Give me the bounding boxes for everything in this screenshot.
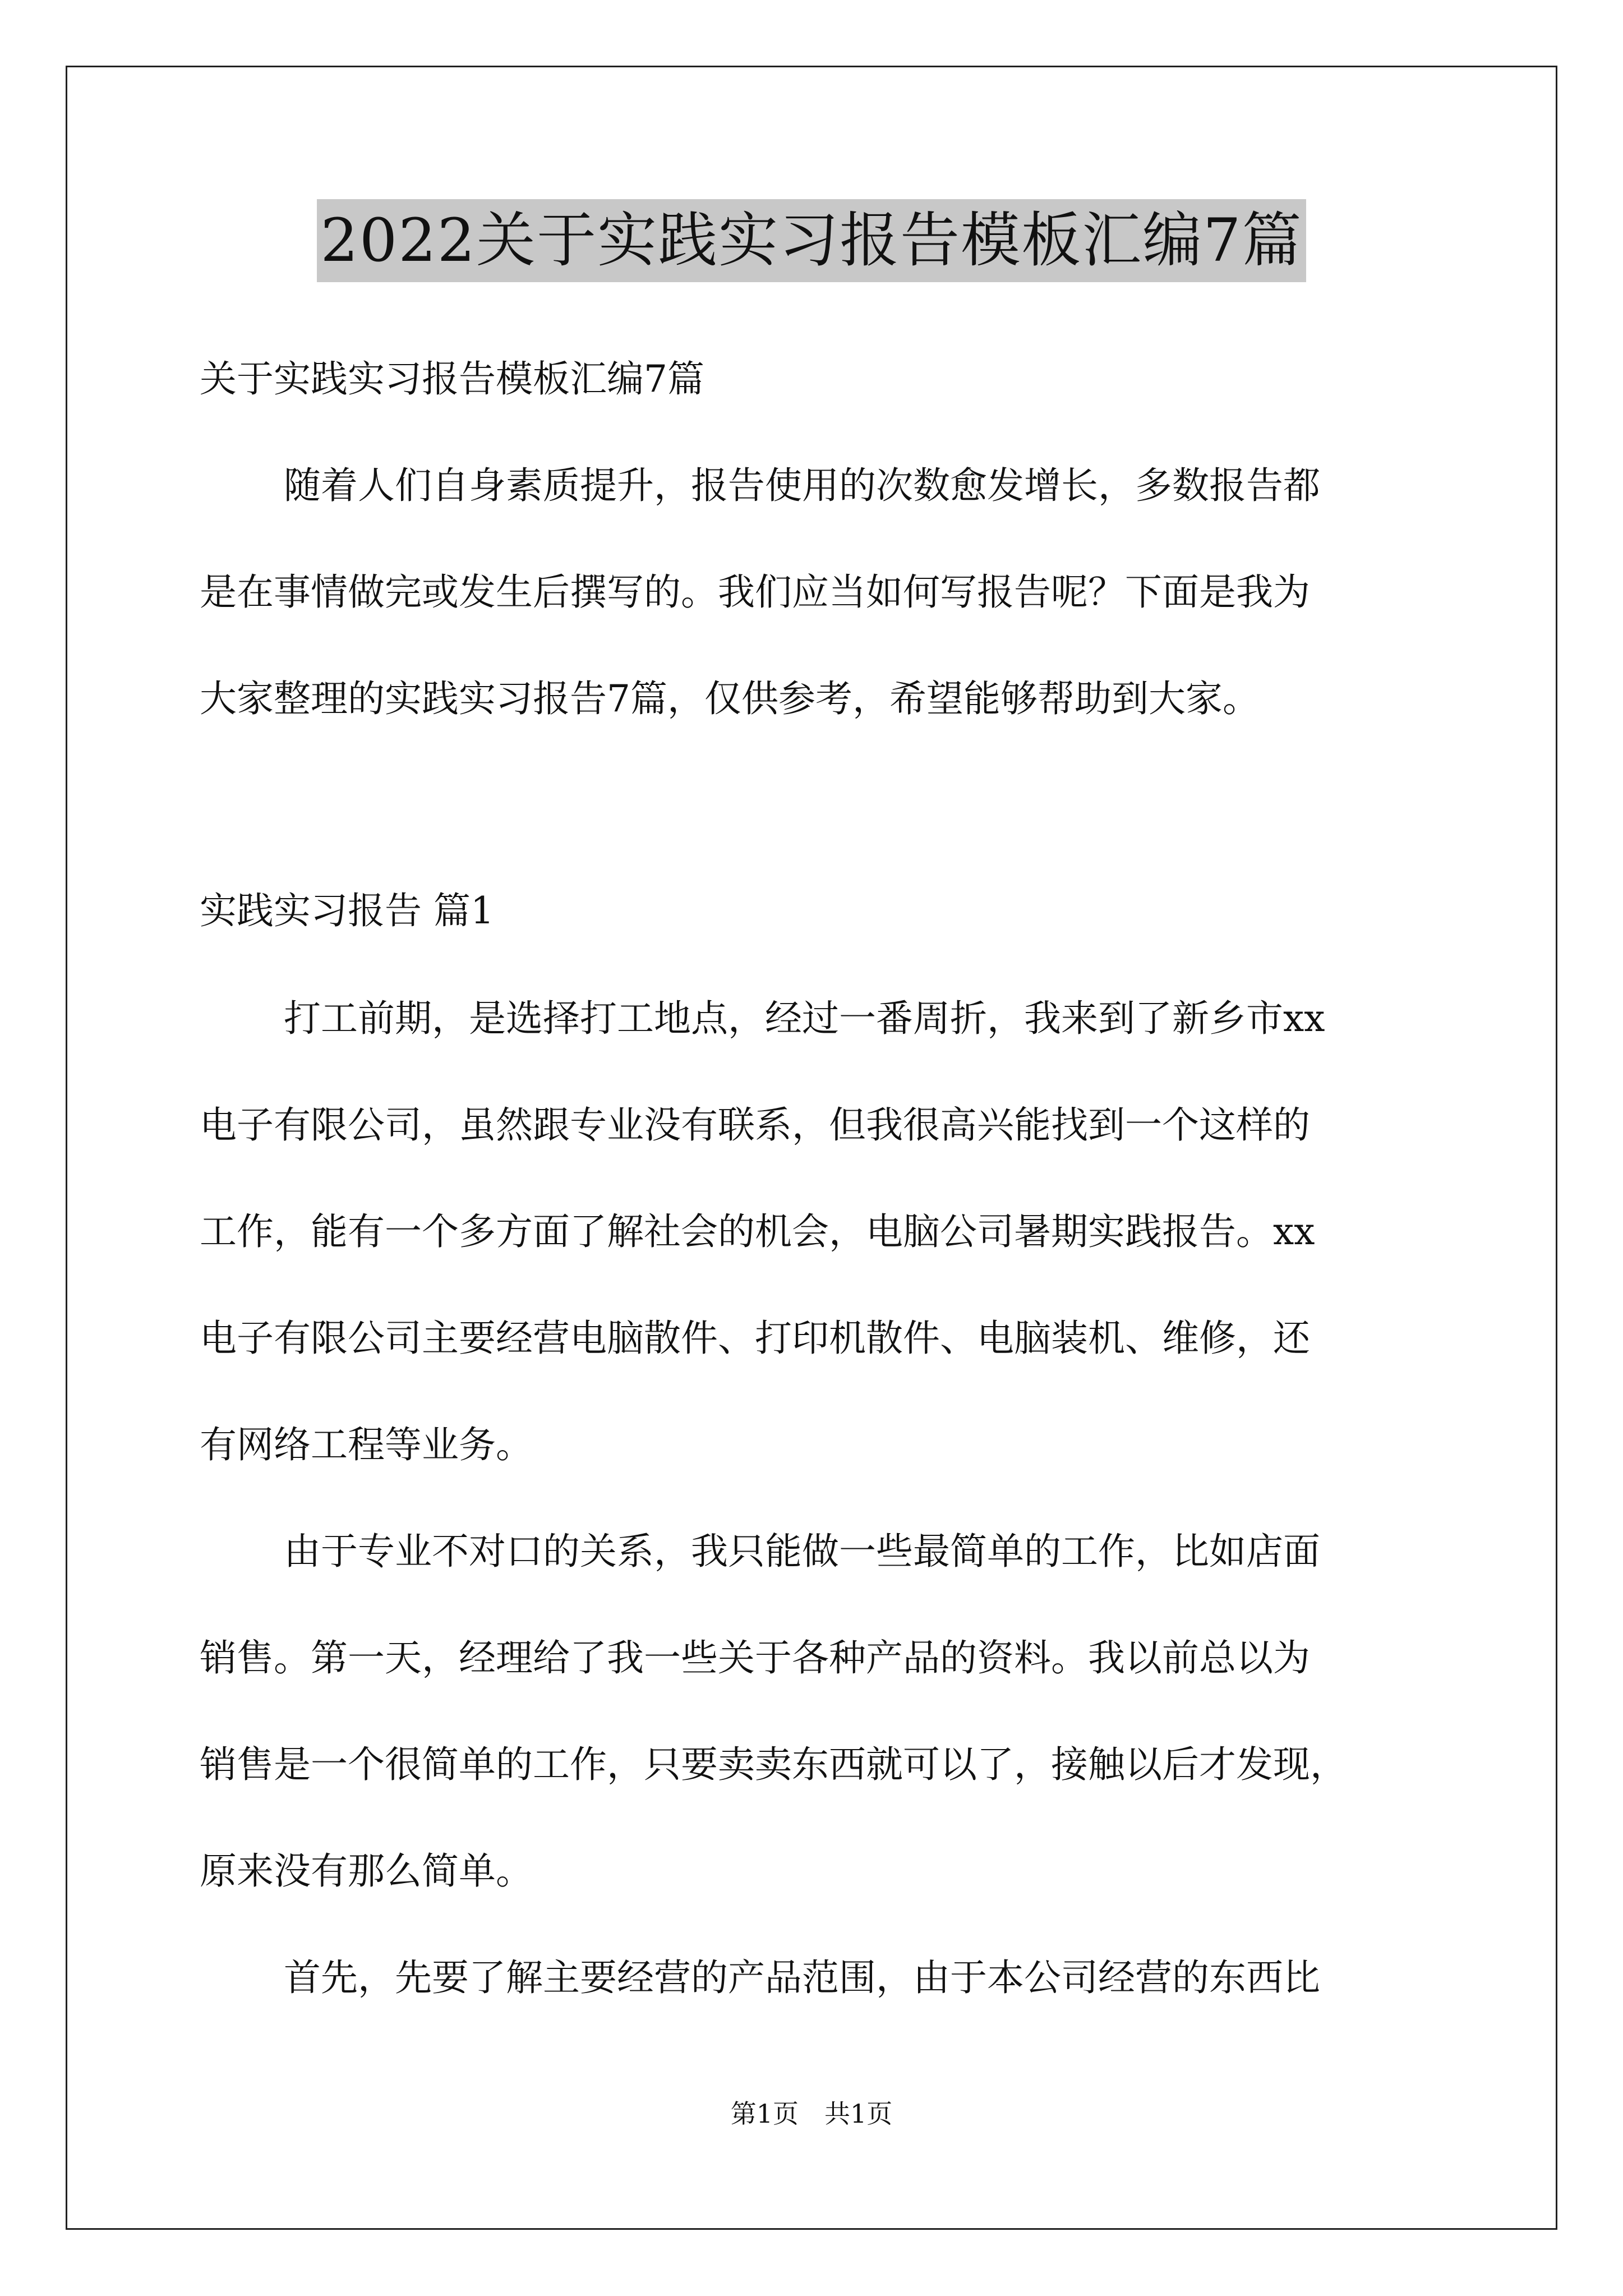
paragraph-line: 电子有限公司主要经营电脑散件、打印机散件、电脑装机、维修，还 [200,1317,1310,1360]
paragraph-line: 有网络工程等业务。 [200,1423,533,1466]
paragraph-line: 工作，能有一个多方面了解社会的机会，电脑公司暑期实践报告。xx [200,1210,1315,1253]
intro-line: 是在事情做完或发生后撰写的。我们应当如何写报告呢？下面是我为 [200,570,1310,614]
paragraph-line: 首先，先要了解主要经营的产品范围，由于本公司经营的东西比 [284,1956,1320,1999]
paragraph-line: 打工前期，是选择打工地点，经过一番周折，我来到了新乡市xx [284,997,1325,1040]
paragraph-line: 原来没有那么简单。 [200,1849,533,1893]
page-footer: 第1页 共1页 [730,2099,893,2129]
paragraph-line: 销售是一个很简单的工作，只要卖卖东西就可以了，接触以后才发现， [200,1743,1347,1786]
paragraph-line: 由于专业不对口的关系，我只能做一些最简单的工作，比如店面 [284,1530,1320,1573]
paragraph-line: 销售。第一天，经理给了我一些关于各种产品的资料。我以前总以为 [200,1636,1310,1680]
title-container [0,199,1623,282]
paragraph-line: 电子有限公司，虽然跟专业没有联系，但我很高兴能找到一个这样的 [200,1103,1310,1147]
intro-line: 大家整理的实践实习报告7篇，仅供参考，希望能够帮助到大家。 [200,677,1260,720]
document-subtitle: 关于实践实习报告模板汇编7篇 [200,357,704,401]
document-title: 2022关于实践实习报告模板汇编7篇 [317,199,1306,282]
intro-line: 随着人们自身素质提升，报告使用的次数愈发增长，多数报告都 [284,464,1320,507]
section-heading: 实践实习报告 篇1 [200,889,494,932]
